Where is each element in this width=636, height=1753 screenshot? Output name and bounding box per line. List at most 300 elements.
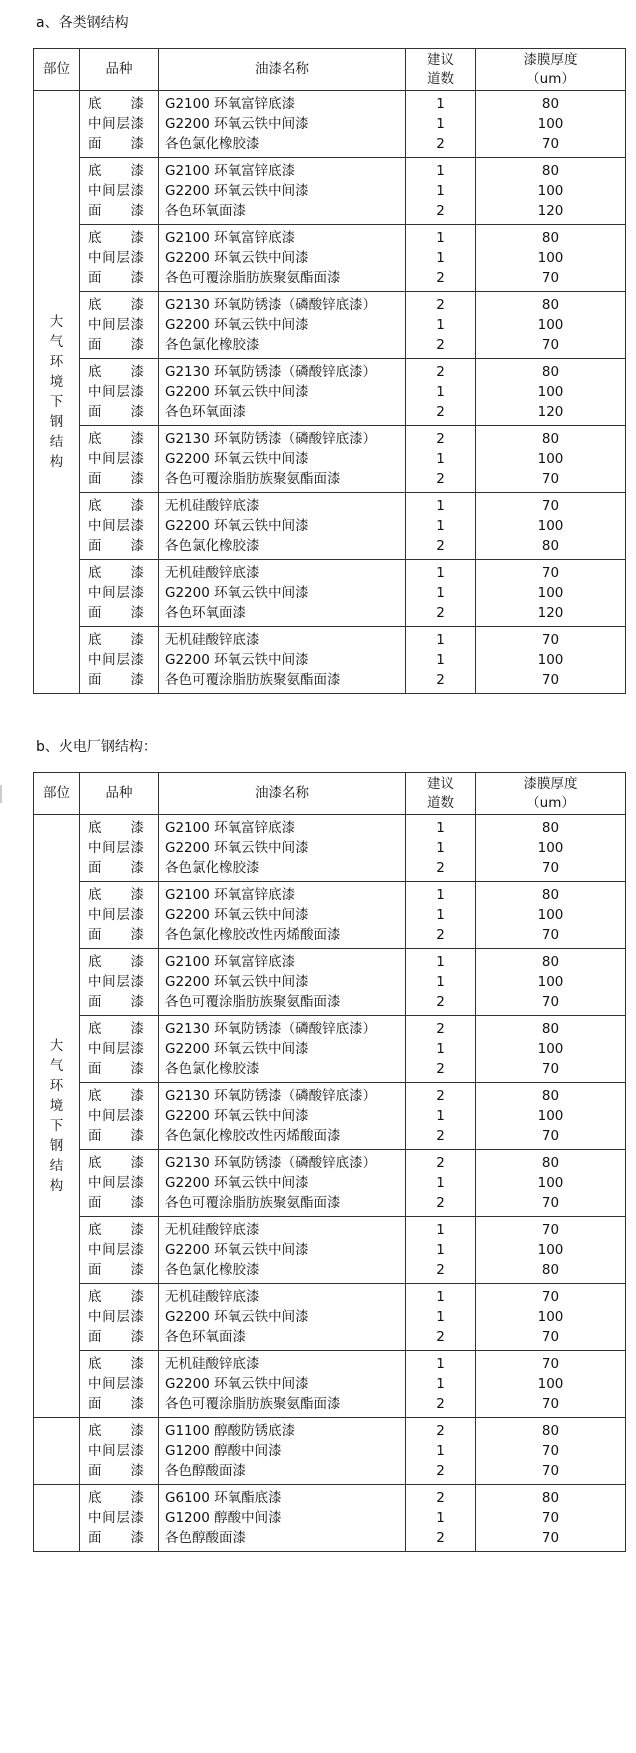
coats-line: 1 <box>436 1108 445 1124</box>
layer-line <box>80 315 158 335</box>
thickness-line: 70 <box>541 1510 560 1526</box>
layer-label: 中间层漆 <box>88 1510 144 1526</box>
layer-label: 面漆 <box>88 337 144 353</box>
layer-label: 面漆 <box>88 927 144 943</box>
coats-cell <box>406 1284 476 1351</box>
coats-cell <box>406 1150 476 1217</box>
paint-name-line: 无机硅酸锌底漆 <box>165 1222 260 1238</box>
coats-cell <box>406 292 476 359</box>
paint-name-cell <box>159 1351 406 1418</box>
paint-name-line: G2200 环氧云铁中间漆 <box>165 183 309 199</box>
coats-cell <box>406 949 476 1016</box>
paint-name-line: G2200 环氧云铁中间漆 <box>165 1175 309 1191</box>
table-row <box>34 882 626 949</box>
paint-name-line: G2200 环氧云铁中间漆 <box>165 317 309 333</box>
table-row <box>34 426 626 493</box>
thickness-line: 70 <box>541 498 560 514</box>
layer-label: 底漆 <box>88 1222 144 1238</box>
layer-label: 底漆 <box>88 632 144 648</box>
coats-cell <box>406 1418 476 1485</box>
layer-line <box>80 858 158 878</box>
paint-name-line: 各色氯化橡胶改性丙烯酸面漆 <box>165 927 341 943</box>
table-b-heading: b、火电厂钢结构： <box>36 739 157 755</box>
layer-line <box>80 818 158 838</box>
layer-cell <box>80 815 159 882</box>
layer-label: 中间层漆 <box>88 1041 144 1057</box>
layer-label: 中间层漆 <box>88 1309 144 1325</box>
header-paint-name: 油漆名称 <box>159 49 406 91</box>
layer-label: 中间层漆 <box>88 384 144 400</box>
coats-line: 2 <box>436 1021 445 1037</box>
coats-line: 2 <box>436 1423 445 1439</box>
coats-line: 1 <box>436 498 445 514</box>
coats-line: 1 <box>436 632 445 648</box>
layer-cell <box>80 493 159 560</box>
layer-label: 中间层漆 <box>88 652 144 668</box>
header-coats: 建议 道数 <box>406 49 476 91</box>
thickness-line: 70 <box>541 1356 560 1372</box>
coats-line: 1 <box>436 585 445 601</box>
coats-line: 1 <box>436 1289 445 1305</box>
layer-label: 底漆 <box>88 1490 144 1506</box>
section-cell <box>34 91 80 694</box>
layer-line <box>80 1153 158 1173</box>
paint-name-line: 各色可覆涂脂肪族聚氨酯面漆 <box>165 1396 341 1412</box>
layer-cell <box>80 1150 159 1217</box>
paint-name-cell <box>159 1150 406 1217</box>
layer-label: 面漆 <box>88 270 144 286</box>
paint-name-line: G2100 环氧富锌底漆 <box>165 887 296 903</box>
layer-line <box>80 603 158 623</box>
scan-edge-mark <box>0 785 2 803</box>
coats-line: 2 <box>436 1262 445 1278</box>
thickness-line: 70 <box>541 994 560 1010</box>
layer-line <box>80 335 158 355</box>
thickness-line: 70 <box>541 632 560 648</box>
thickness-line: 80 <box>541 1021 560 1037</box>
thickness-cell <box>476 882 626 949</box>
paint-name-line: G2200 环氧云铁中间漆 <box>165 1041 309 1057</box>
thickness-line: 80 <box>541 96 560 112</box>
layer-label: 中间层漆 <box>88 1108 144 1124</box>
thickness-line: 70 <box>541 860 560 876</box>
layer-label: 面漆 <box>88 1195 144 1211</box>
thickness-line: 70 <box>541 1530 560 1546</box>
coats-cell <box>406 815 476 882</box>
header-layer: 品种 <box>80 773 159 815</box>
paint-name-line: 各色氯化橡胶漆 <box>165 860 260 876</box>
paint-name-line: G2200 环氧云铁中间漆 <box>165 451 309 467</box>
thickness-line: 70 <box>541 1463 560 1479</box>
coats-line: 2 <box>436 538 445 554</box>
layer-label: 中间层漆 <box>88 1175 144 1191</box>
layer-line <box>80 1327 158 1347</box>
coats-line: 1 <box>436 974 445 990</box>
coats-line: 1 <box>436 887 445 903</box>
header-thickness: 漆膜厚度 （um） <box>476 773 626 815</box>
paint-name-cell <box>159 91 406 158</box>
thickness-cell <box>476 158 626 225</box>
coats-line: 2 <box>436 994 445 1010</box>
layer-line <box>80 885 158 905</box>
layer-line <box>80 402 158 422</box>
thickness-cell <box>476 1351 626 1418</box>
layer-line <box>80 650 158 670</box>
layer-label: 底漆 <box>88 1356 144 1372</box>
layer-label: 底漆 <box>88 1088 144 1104</box>
paint-name-cell <box>159 1016 406 1083</box>
layer-line <box>80 449 158 469</box>
layer-label: 底漆 <box>88 96 144 112</box>
thickness-cell <box>476 292 626 359</box>
coats-line: 1 <box>436 451 445 467</box>
coats-line: 1 <box>436 1242 445 1258</box>
layer-cell <box>80 1351 159 1418</box>
thickness-line: 70 <box>541 565 560 581</box>
paint-name-cell <box>159 1083 406 1150</box>
thickness-line: 100 <box>537 1108 564 1124</box>
layer-cell <box>80 91 159 158</box>
paint-name-line: G2130 环氧防锈漆（磷酸锌底漆） <box>165 297 377 313</box>
layer-label: 面漆 <box>88 1396 144 1412</box>
thickness-cell <box>476 91 626 158</box>
coats-line: 2 <box>436 1490 445 1506</box>
thickness-line: 100 <box>537 585 564 601</box>
table-row <box>34 1150 626 1217</box>
coating-table-a <box>33 48 626 694</box>
layer-cell <box>80 1083 159 1150</box>
layer-cell <box>80 292 159 359</box>
thickness-line: 100 <box>537 652 564 668</box>
coats-line: 2 <box>436 431 445 447</box>
paint-name-line: G2200 环氧云铁中间漆 <box>165 1242 309 1258</box>
thickness-line: 80 <box>541 230 560 246</box>
coats-line: 2 <box>436 1530 445 1546</box>
paint-name-line: G2200 环氧云铁中间漆 <box>165 907 309 923</box>
paint-name-line: G2200 环氧云铁中间漆 <box>165 384 309 400</box>
paint-name-line: G2100 环氧富锌底漆 <box>165 230 296 246</box>
layer-label: 底漆 <box>88 364 144 380</box>
layer-line <box>80 1508 158 1528</box>
thickness-line: 100 <box>537 317 564 333</box>
paint-name-line: G2200 环氧云铁中间漆 <box>165 116 309 132</box>
paint-name-line: G2130 环氧防锈漆（磷酸锌底漆） <box>165 1021 377 1037</box>
coats-cell <box>406 1351 476 1418</box>
coats-line: 2 <box>436 1061 445 1077</box>
thickness-cell <box>476 815 626 882</box>
layer-label: 底漆 <box>88 1423 144 1439</box>
layer-line <box>80 362 158 382</box>
layer-line <box>80 1086 158 1106</box>
table-row <box>34 493 626 560</box>
coats-line: 1 <box>436 116 445 132</box>
paint-name-line: 各色氯化橡胶漆 <box>165 538 260 554</box>
coats-cell <box>406 560 476 627</box>
layer-line <box>80 1307 158 1327</box>
table-header-row <box>34 49 626 91</box>
coats-line: 1 <box>436 317 445 333</box>
paint-name-line: G2100 环氧富锌底漆 <box>165 96 296 112</box>
paint-name-cell <box>159 815 406 882</box>
paint-name-cell <box>159 359 406 426</box>
thickness-line: 80 <box>541 1490 560 1506</box>
paint-name-line: G2130 环氧防锈漆（磷酸锌底漆） <box>165 364 377 380</box>
thickness-line: 80 <box>541 297 560 313</box>
layer-line <box>80 925 158 945</box>
thickness-line: 70 <box>541 1195 560 1211</box>
layer-label: 中间层漆 <box>88 840 144 856</box>
layer-line <box>80 992 158 1012</box>
paint-name-line: G2200 环氧云铁中间漆 <box>165 1108 309 1124</box>
coats-cell <box>406 493 476 560</box>
layer-label: 中间层漆 <box>88 1242 144 1258</box>
paint-name-line: 各色氯化橡胶漆 <box>165 1061 260 1077</box>
thickness-cell <box>476 1284 626 1351</box>
coats-line: 1 <box>436 96 445 112</box>
header-section: 部位 <box>34 773 80 815</box>
paint-name-cell <box>159 627 406 694</box>
thickness-line: 70 <box>541 1396 560 1412</box>
thickness-line: 70 <box>541 672 560 688</box>
paint-name-line: 各色氯化橡胶漆 <box>165 136 260 152</box>
layer-label: 中间层漆 <box>88 317 144 333</box>
thickness-cell <box>476 359 626 426</box>
paint-name-cell <box>159 1485 406 1552</box>
thickness-line: 80 <box>541 538 560 554</box>
layer-label: 面漆 <box>88 1061 144 1077</box>
coats-line: 2 <box>436 1088 445 1104</box>
paint-name-line: 各色氯化橡胶漆 <box>165 1262 260 1278</box>
layer-label: 面漆 <box>88 1463 144 1479</box>
layer-cell <box>80 158 159 225</box>
header-paint-name: 油漆名称 <box>159 773 406 815</box>
table-row <box>34 1217 626 1284</box>
header-thickness: 漆膜厚度 （um） <box>476 49 626 91</box>
layer-line <box>80 1528 158 1548</box>
paint-name-line: G2200 环氧云铁中间漆 <box>165 250 309 266</box>
table-row <box>34 1284 626 1351</box>
layer-line <box>80 1354 158 1374</box>
paint-name-line: G2200 环氧云铁中间漆 <box>165 974 309 990</box>
paint-name-cell <box>159 493 406 560</box>
layer-cell <box>80 560 159 627</box>
thickness-line: 80 <box>541 364 560 380</box>
paint-name-cell <box>159 1284 406 1351</box>
thickness-line: 70 <box>541 1061 560 1077</box>
coats-line: 1 <box>436 840 445 856</box>
layer-label: 中间层漆 <box>88 1443 144 1459</box>
table-row <box>34 1418 626 1485</box>
layer-label: 面漆 <box>88 994 144 1010</box>
section-cell <box>34 815 80 1418</box>
table-row <box>34 949 626 1016</box>
layer-label: 底漆 <box>88 954 144 970</box>
paint-name-cell <box>159 158 406 225</box>
coats-line: 2 <box>436 605 445 621</box>
layer-label: 面漆 <box>88 1530 144 1546</box>
thickness-cell <box>476 493 626 560</box>
coats-line: 1 <box>436 1356 445 1372</box>
paint-name-line: G2100 环氧富锌底漆 <box>165 954 296 970</box>
thickness-cell <box>476 225 626 292</box>
layer-label: 面漆 <box>88 471 144 487</box>
thickness-line: 80 <box>541 887 560 903</box>
layer-label: 底漆 <box>88 297 144 313</box>
paint-name-line: 无机硅酸锌底漆 <box>165 565 260 581</box>
coats-line: 1 <box>436 1222 445 1238</box>
paint-name-cell <box>159 949 406 1016</box>
thickness-line: 70 <box>541 1222 560 1238</box>
layer-line <box>80 94 158 114</box>
coats-line: 2 <box>436 1396 445 1412</box>
layer-line <box>80 114 158 134</box>
layer-line <box>80 583 158 603</box>
coats-cell <box>406 225 476 292</box>
thickness-line: 100 <box>537 840 564 856</box>
layer-line <box>80 630 158 650</box>
coats-line: 2 <box>436 471 445 487</box>
paint-name-line: 无机硅酸锌底漆 <box>165 1356 260 1372</box>
layer-line <box>80 1039 158 1059</box>
layer-label: 底漆 <box>88 163 144 179</box>
layer-line <box>80 1126 158 1146</box>
layer-label: 中间层漆 <box>88 116 144 132</box>
coats-cell <box>406 1217 476 1284</box>
layer-line <box>80 161 158 181</box>
section-label: 大气环境下钢结构 <box>49 314 64 470</box>
layer-label: 中间层漆 <box>88 183 144 199</box>
thickness-cell <box>476 1217 626 1284</box>
thickness-line: 100 <box>537 1309 564 1325</box>
thickness-cell <box>476 949 626 1016</box>
layer-label: 面漆 <box>88 1262 144 1278</box>
coats-line: 1 <box>436 384 445 400</box>
thickness-line: 70 <box>541 927 560 943</box>
section-cell <box>34 1485 80 1552</box>
thickness-line: 100 <box>537 974 564 990</box>
thickness-line: 100 <box>537 1041 564 1057</box>
layer-line <box>80 1260 158 1280</box>
layer-cell <box>80 1016 159 1083</box>
layer-line <box>80 429 158 449</box>
layer-line <box>80 201 158 221</box>
table-a-heading: a、各类钢结构 <box>36 15 129 31</box>
coats-line: 1 <box>436 1041 445 1057</box>
thickness-line: 100 <box>537 907 564 923</box>
paint-name-line: 各色醇酸面漆 <box>165 1530 246 1546</box>
thickness-line: 100 <box>537 1242 564 1258</box>
layer-cell <box>80 225 159 292</box>
paint-name-line: 各色环氧面漆 <box>165 1329 246 1345</box>
coats-line: 2 <box>436 1155 445 1171</box>
layer-line <box>80 1374 158 1394</box>
coats-line: 1 <box>436 1510 445 1526</box>
thickness-line: 100 <box>537 518 564 534</box>
layer-cell <box>80 1284 159 1351</box>
thickness-line: 70 <box>541 471 560 487</box>
table-row <box>34 158 626 225</box>
coats-cell <box>406 91 476 158</box>
paint-name-line: 无机硅酸锌底漆 <box>165 1289 260 1305</box>
coats-cell <box>406 627 476 694</box>
thickness-line: 100 <box>537 183 564 199</box>
paint-name-line: 各色可覆涂脂肪族聚氨酯面漆 <box>165 994 341 1010</box>
layer-line <box>80 1287 158 1307</box>
layer-line <box>80 1421 158 1441</box>
coats-cell <box>406 1083 476 1150</box>
paint-name-line: 各色氯化橡胶漆 <box>165 337 260 353</box>
thickness-line: 120 <box>537 404 564 420</box>
paint-name-cell <box>159 225 406 292</box>
thickness-line: 100 <box>537 250 564 266</box>
thickness-line: 80 <box>541 1262 560 1278</box>
coating-table-b <box>33 772 626 1552</box>
layer-cell <box>80 949 159 1016</box>
coats-line: 2 <box>436 203 445 219</box>
layer-line <box>80 496 158 516</box>
thickness-line: 100 <box>537 1175 564 1191</box>
layer-line <box>80 1488 158 1508</box>
thickness-cell <box>476 1485 626 1552</box>
paint-name-line: 各色可覆涂脂肪族聚氨酯面漆 <box>165 270 341 286</box>
paint-name-line: 无机硅酸锌底漆 <box>165 632 260 648</box>
thickness-cell <box>476 1083 626 1150</box>
table-row <box>34 1485 626 1552</box>
layer-label: 面漆 <box>88 605 144 621</box>
table-row <box>34 91 626 158</box>
thickness-line: 70 <box>541 1329 560 1345</box>
layer-label: 面漆 <box>88 672 144 688</box>
layer-line <box>80 134 158 154</box>
thickness-cell <box>476 627 626 694</box>
layer-line <box>80 1019 158 1039</box>
layer-line <box>80 295 158 315</box>
table-row <box>34 225 626 292</box>
table-row <box>34 560 626 627</box>
coats-line: 1 <box>436 163 445 179</box>
layer-line <box>80 1173 158 1193</box>
paint-name-line: 无机硅酸锌底漆 <box>165 498 260 514</box>
thickness-cell <box>476 1150 626 1217</box>
header-coats: 建议 道数 <box>406 773 476 815</box>
coats-cell <box>406 426 476 493</box>
thickness-line: 80 <box>541 1088 560 1104</box>
paint-name-cell <box>159 560 406 627</box>
coats-line: 2 <box>436 860 445 876</box>
paint-name-line: G2200 环氧云铁中间漆 <box>165 1376 309 1392</box>
layer-line <box>80 1240 158 1260</box>
coats-line: 1 <box>436 518 445 534</box>
paint-name-line: 各色可覆涂脂肪族聚氨酯面漆 <box>165 1195 341 1211</box>
layer-cell <box>80 426 159 493</box>
paint-name-cell <box>159 292 406 359</box>
table-row <box>34 627 626 694</box>
coats-line: 1 <box>436 954 445 970</box>
thickness-line: 70 <box>541 337 560 353</box>
layer-label: 面漆 <box>88 1329 144 1345</box>
layer-line <box>80 1461 158 1481</box>
layer-label: 底漆 <box>88 498 144 514</box>
coats-line: 2 <box>436 1128 445 1144</box>
layer-line <box>80 516 158 536</box>
layer-label: 中间层漆 <box>88 907 144 923</box>
coats-line: 1 <box>436 652 445 668</box>
thickness-cell <box>476 1418 626 1485</box>
coats-line: 1 <box>436 1443 445 1459</box>
coats-line: 2 <box>436 270 445 286</box>
coats-cell <box>406 359 476 426</box>
layer-line <box>80 469 158 489</box>
